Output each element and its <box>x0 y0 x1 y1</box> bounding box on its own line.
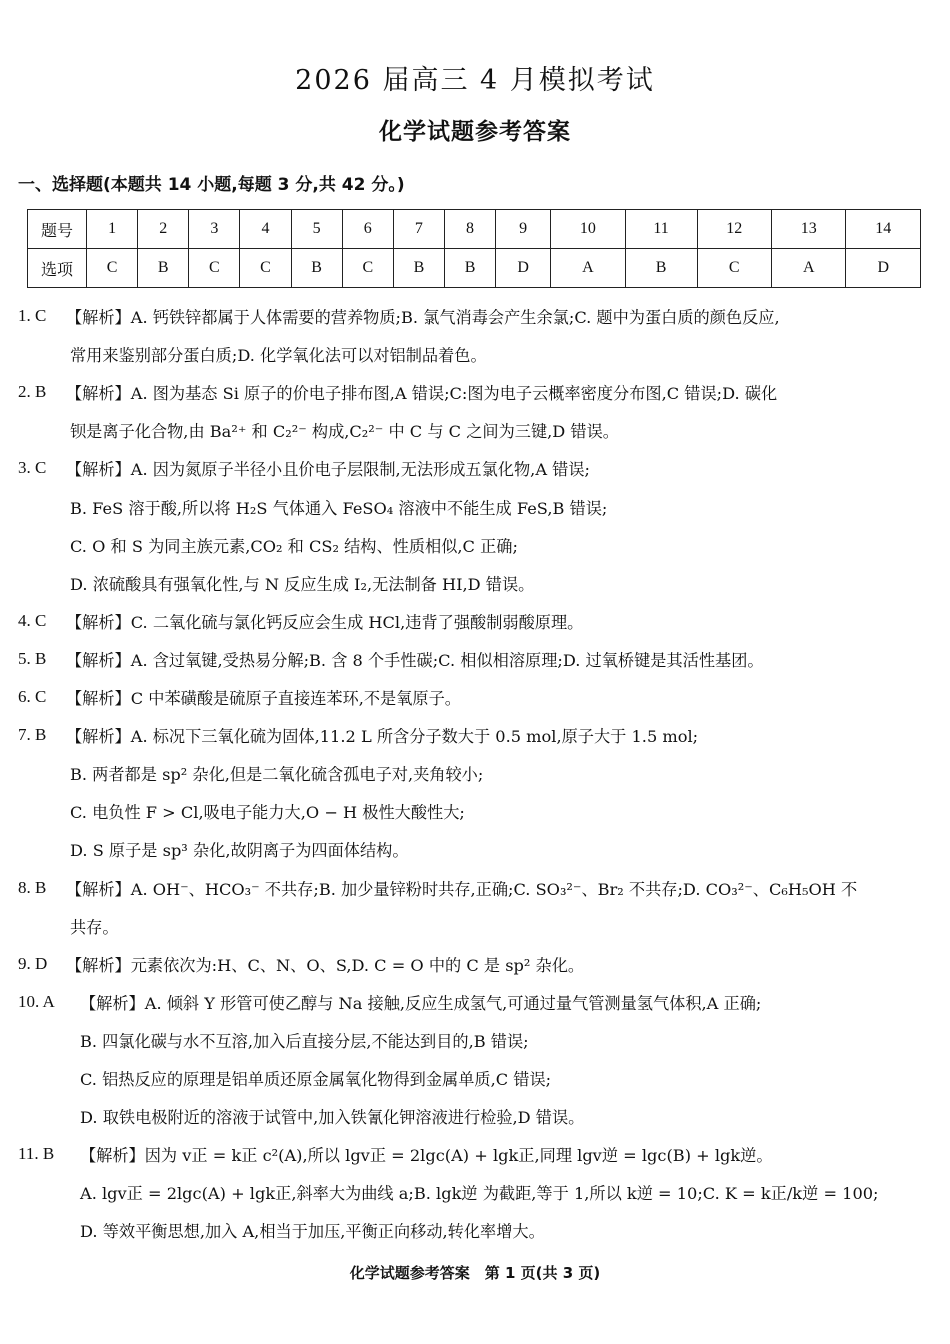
section-heading: 一、选择题(本题共 14 小题,每题 3 分,共 42 分。) <box>18 175 405 195</box>
explanation-line: 【解析】元素依次为:H、C、N、O、S,D. C = O 中的 C 是 sp² 杂化。 <box>66 955 585 975</box>
explanation-line: D. S 原子是 sp³ 杂化,故阴离子为四面体结构。 <box>70 841 409 861</box>
explanation-line: 钡是离子化合物,由 Ba²⁺ 和 C₂²⁻ 构成,C₂²⁻ 中 C 与 C 之间为三键,D 错误。 <box>70 422 619 442</box>
explanation-line: B. FeS 溶于酸,所以将 H₂S 气体通入 FeSO₄ 溶液中不能生成 FeS,B 错误; <box>70 498 608 518</box>
item-number: 3. C <box>18 458 47 478</box>
explanation-line: C. 铝热反应的原理是铝单质还原金属氧化物得到金属单质,C 错误; <box>80 1070 552 1089</box>
answer-table <box>27 209 921 288</box>
question-number: 3 <box>189 210 240 249</box>
explanation-line: 【解析】A. 钙铁锌都属于人体需要的营养物质;B. 氯气消毒会产生余氯;C. 题中为蛋白质的颜色反应, <box>66 308 780 327</box>
question-number: 5 <box>291 210 342 249</box>
row-label-number: 题号 <box>28 210 87 249</box>
answer-option: A <box>772 249 846 288</box>
exam-title: 2026 届高三 4 月模拟考试 <box>295 65 655 96</box>
question-number: 11 <box>625 210 697 249</box>
explanation-line: 【解析】C. 二氧化硫与氯化钙反应会生成 HCl,违背了强酸制弱酸原理。 <box>66 612 584 632</box>
question-number: 4 <box>240 210 291 249</box>
question-number: 10 <box>551 210 625 249</box>
question-number: 13 <box>772 210 846 249</box>
explanation-line: C. O 和 S 为同主族元素,CO₂ 和 CS₂ 结构、性质相似,C 正确; <box>70 536 518 556</box>
answer-option: C <box>342 249 393 288</box>
explanation-line: D. 取铁电极附近的溶液于试管中,加入铁氰化钾溶液进行检验,D 错误。 <box>80 1108 585 1128</box>
question-number: 8 <box>444 210 495 249</box>
answer-option: B <box>393 249 444 288</box>
question-number: 7 <box>393 210 444 249</box>
explanation-line: C. 电负性 F > Cl,吸电子能力大,O − H 极性大酸性大; <box>70 803 465 823</box>
explanation-line: 【解析】A. OH⁻、HCO₃⁻ 不共存;B. 加少量锌粉时共存,正确;C. SO₃²⁻、Br₂ 不共存;D. CO₃²⁻、C₆H₅OH 不 <box>66 879 858 899</box>
item-number: 4. C <box>18 610 47 630</box>
item-number: 8. B <box>18 877 47 897</box>
explanation-line: A. lgv正 = 2lgc(A) + lgk正,斜率大为曲线 a;B. lgk逆 为截距,等于 1,所以 k逆 = 10;C. K = k正/k逆 = 100; <box>80 1184 879 1204</box>
explanation-line: 【解析】A. 含过氧键,受热易分解;B. 含 8 个手性碳;C. 相似相溶原理;D. 过氧桥键是其活性基团。 <box>66 650 764 670</box>
question-number: 9 <box>496 210 551 249</box>
row-label-option: 选项 <box>28 249 87 288</box>
question-number: 14 <box>846 210 921 249</box>
answer-option: C <box>189 249 240 288</box>
item-number: 10. A <box>18 991 55 1011</box>
explanation-line: 【解析】A. 倾斜 Y 形管可使乙醇与 Na 接触,反应生成氢气,可通过量气管测量氢气体积,A 正确; <box>80 993 762 1013</box>
explanation-line: 【解析】C 中苯磺酸是硫原子直接连苯环,不是氧原子。 <box>66 689 461 708</box>
table-row-numbers <box>28 210 921 249</box>
item-number: 9. D <box>18 953 48 973</box>
question-number: 12 <box>697 210 771 249</box>
item-number: 5. B <box>18 648 47 668</box>
answer-option: A <box>551 249 625 288</box>
question-number: 2 <box>138 210 189 249</box>
explanation-line: D. 等效平衡思想,加入 A,相当于加压,平衡正向移动,转化率增大。 <box>80 1222 545 1242</box>
answer-option: C <box>697 249 771 288</box>
explanation-line: D. 浓硫酸具有强氧化性,与 N 反应生成 I₂,无法制备 HI,D 错误。 <box>70 574 535 594</box>
page-footer: 化学试题参考答案 第 1 页(共 3 页) <box>349 1264 601 1282</box>
explanation-line: B. 四氯化碳与水不互溶,加入后直接分层,不能达到目的,B 错误; <box>80 1031 529 1051</box>
answer-option: C <box>240 249 291 288</box>
explanation-line: 【解析】A. 图为基态 Si 原子的价电子排布图,A 错误;C:图为电子云概率密度分布图,C 错误;D. 碳化 <box>66 384 778 404</box>
answer-subtitle: 化学试题参考答案 <box>379 119 571 145</box>
explanation-line: 【解析】因为 v正 = k正 c²(A),所以 lgv正 = 2lgc(A) + lgk正,同理 lgv逆 = lgc(B) + lgk逆。 <box>80 1146 773 1166</box>
explanation-line: 【解析】A. 因为氮原子半径小且价电子层限制,无法形成五氯化物,A 错误; <box>66 460 590 480</box>
explanation-line: B. 两者都是 sp² 杂化,但是二氧化硫含孤电子对,夹角较小; <box>70 765 484 785</box>
answer-option: C <box>87 249 138 288</box>
item-number: 2. B <box>18 382 47 402</box>
answer-option: B <box>444 249 495 288</box>
answer-option: B <box>138 249 189 288</box>
answer-option: B <box>291 249 342 288</box>
item-number: 1. C <box>18 306 47 325</box>
explanation-line: 常用来鉴别部分蛋白质;D. 化学氧化法可以对铝制品着色。 <box>70 346 487 366</box>
question-number: 6 <box>342 210 393 249</box>
answer-option: B <box>625 249 697 288</box>
item-number: 11. B <box>18 1144 55 1164</box>
question-number: 1 <box>87 210 138 249</box>
table-row-options <box>28 249 921 288</box>
answer-option: D <box>846 249 921 288</box>
explanation-line: 【解析】A. 标况下三氧化硫为固体,11.2 L 所含分子数大于 0.5 mol,原子大于 1.5 mol; <box>66 727 699 747</box>
explanation-line: 共存。 <box>70 917 119 937</box>
answer-option: D <box>496 249 551 288</box>
item-number: 6. C <box>18 687 47 706</box>
item-number: 7. B <box>18 725 47 745</box>
